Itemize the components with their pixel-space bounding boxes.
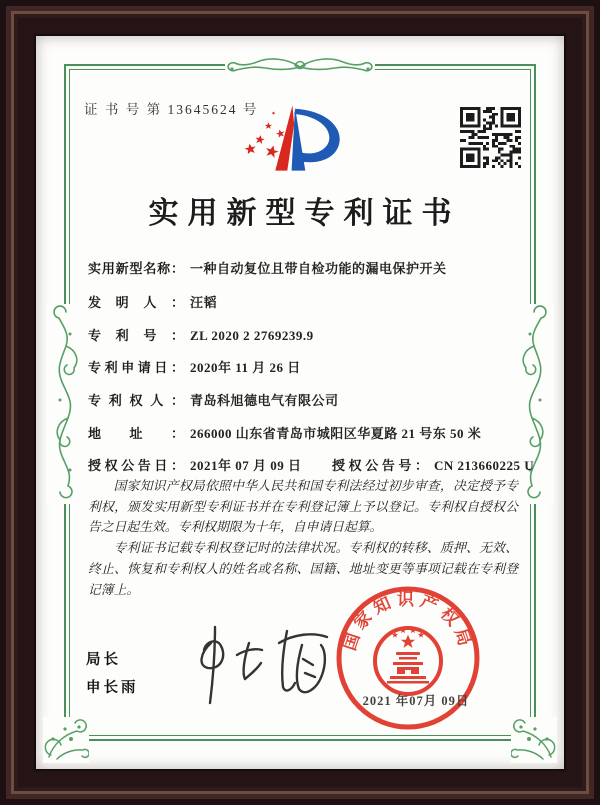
field-label: 授权公告日：	[88, 458, 184, 473]
field-row-patent-no	[88, 325, 528, 344]
page-title: 实用新型专利证书	[148, 197, 461, 230]
field-label: 专利申请日：	[88, 360, 184, 375]
cnipa-official-seal	[333, 583, 483, 733]
director-name: 申长雨	[86, 680, 139, 696]
seal-text: 国家知识产权局	[340, 590, 476, 653]
field-label: 发明人：	[88, 295, 184, 310]
legal-paragraph-1: 国家知识产权局依照中华人民共和国专利法经过初步审查，决定授予专利权，颁发实用新型专利证书并在专利登记簿上予以登记。专利权自授权公告之日起生效。专利权期限为十年，自申请日起算。	[88, 479, 518, 535]
seal-date: 2021 年07月 09日	[362, 694, 470, 708]
legal-text	[88, 476, 518, 600]
field-value: 汪韬	[190, 295, 218, 310]
bottom-left-corner-ornament	[43, 717, 89, 763]
field-row-patentee	[88, 390, 528, 409]
left-flourish-ornament	[46, 304, 86, 504]
director-title: 局长	[86, 652, 121, 668]
field-label: 专利权人：	[88, 393, 184, 408]
grant-no-pair	[332, 455, 534, 474]
field-label: 地址：	[88, 426, 184, 441]
field-row-filing-date	[88, 357, 528, 376]
field-label: 实用新型名称：	[88, 261, 184, 276]
director-signature	[181, 619, 346, 717]
qr-code	[460, 107, 521, 168]
certificate-number: 证 书 号 第 13645624 号	[84, 102, 259, 117]
cnipa-logo-icon	[238, 102, 352, 174]
director-block	[86, 646, 139, 702]
field-value: 2021年 07 月 09 日	[190, 458, 302, 473]
seal-emblem-gate	[387, 652, 429, 684]
field-value: CN 213660225 U	[434, 458, 535, 473]
field-row-name	[88, 258, 528, 277]
field-value: ZL 2020 2 2769239.9	[190, 328, 314, 343]
legal-paragraph-2: 专利证书记载专利权登记时的法律状况。专利权的转移、质押、无效、终止、恢复和专利权人的姓名或名称、国籍、地址变更等事项记载在专利登记簿上。	[88, 541, 518, 597]
field-row-address	[88, 423, 528, 442]
field-label: 授权公告号：	[332, 458, 428, 473]
bottom-right-corner-ornament	[511, 717, 557, 763]
field-label: 专利号：	[88, 328, 184, 343]
field-value: 一种自动复位且带自检功能的漏电保护开关	[190, 261, 447, 276]
top-flourish-ornament	[225, 53, 375, 81]
field-row-inventor	[88, 292, 528, 311]
field-value: 2020年 11 月 26 日	[190, 360, 301, 375]
field-value: 266000 山东省青岛市城阳区华夏路 21 号东 50 米	[190, 426, 482, 441]
field-row-grant	[88, 455, 535, 474]
certificate-paper	[36, 36, 564, 769]
field-value: 青岛科旭德电气有限公司	[190, 393, 339, 408]
